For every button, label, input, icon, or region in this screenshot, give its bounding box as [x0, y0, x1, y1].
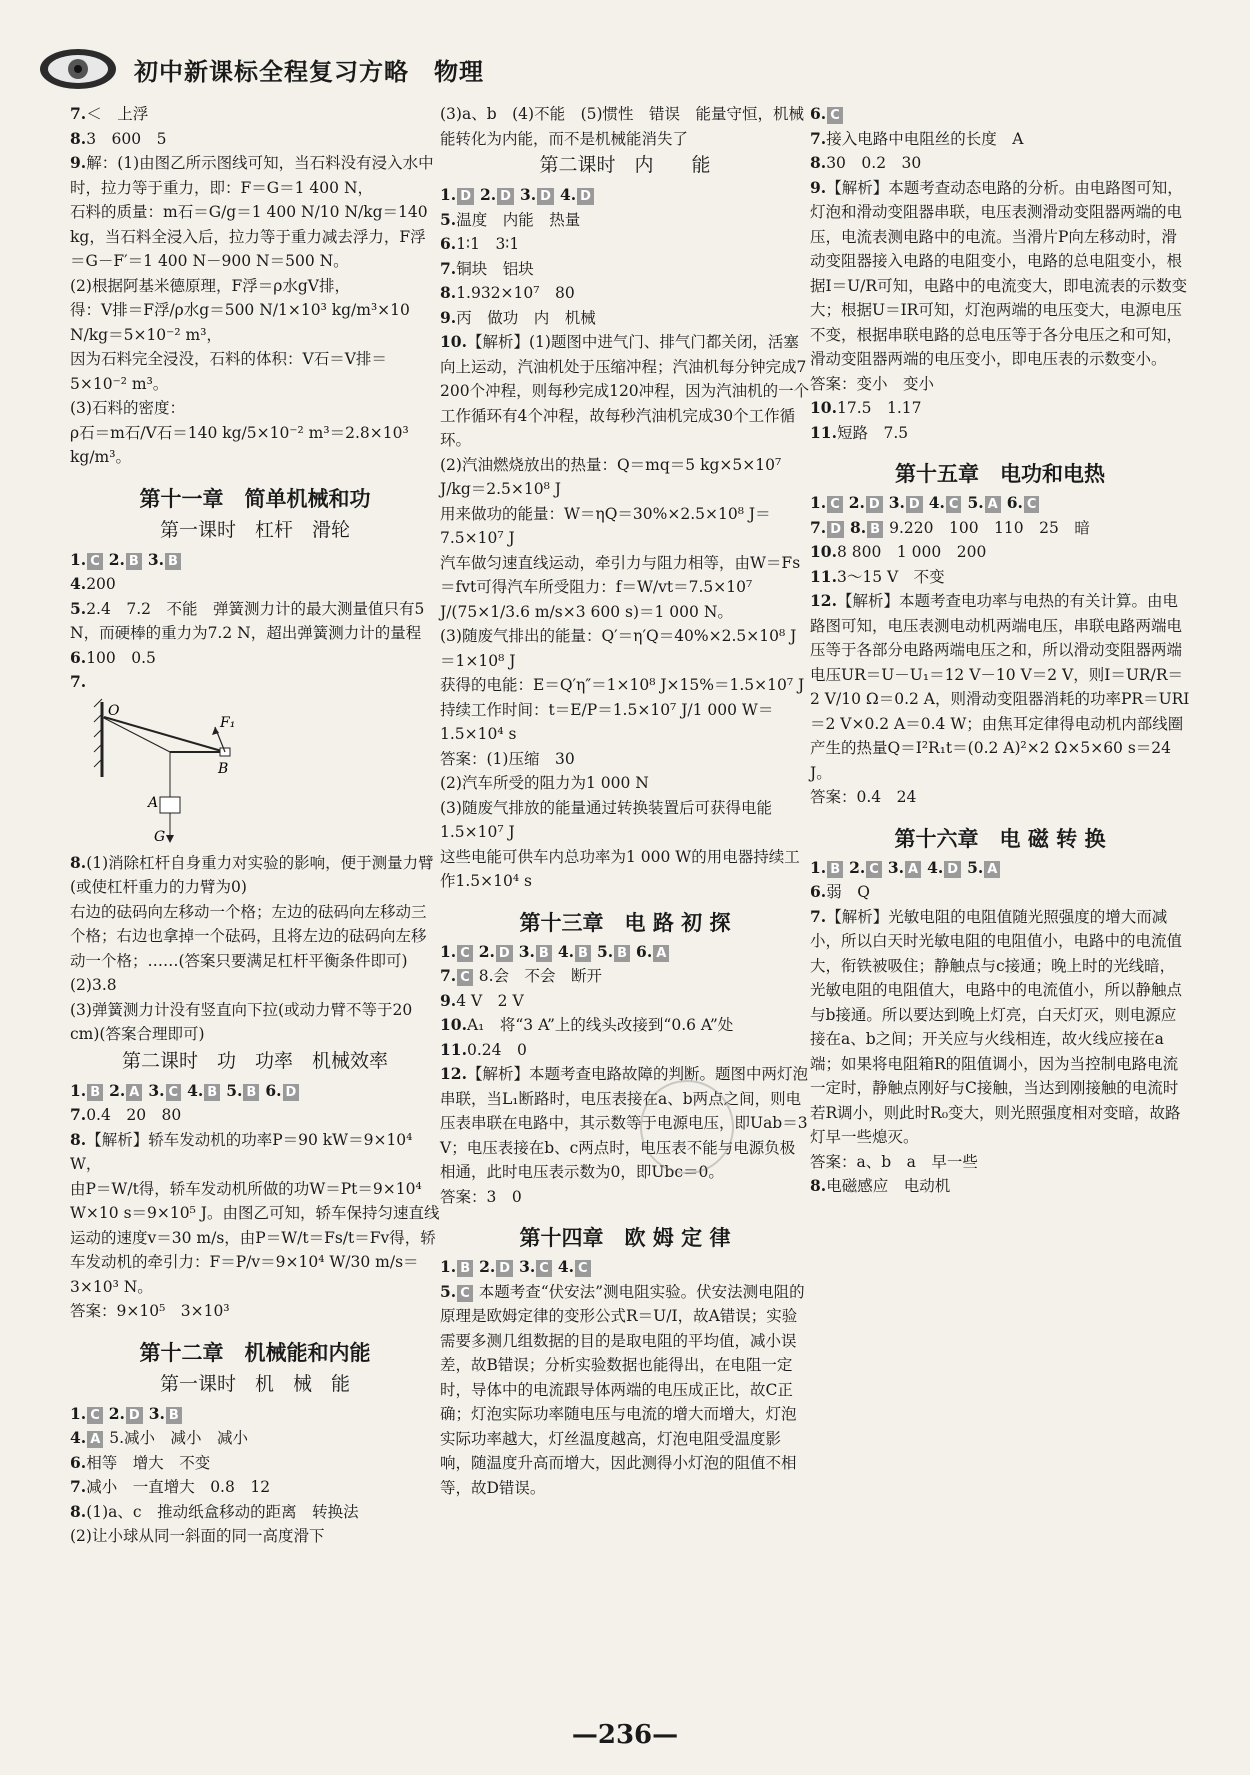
question-number: 7.: [70, 1477, 87, 1496]
answer-text: 200: [86, 575, 116, 593]
answer-text: 5.减小 减小 减小: [109, 1429, 249, 1447]
answer-text: (3)随废气排放的能量通过转换装置后可获得电能1.5×10⁷ J: [440, 798, 772, 841]
question-number: 4.: [557, 1257, 575, 1276]
lesson-heading: 第二课时 功 功率 机械效率: [121, 1049, 388, 1072]
choice-badge: D: [496, 1260, 513, 1277]
question-number: 1.: [810, 857, 827, 877]
choice-badge: D: [577, 188, 594, 205]
answer-text: 答案：3 0: [440, 1187, 522, 1206]
answer-line: [70, 851, 440, 900]
page-number: —236—: [571, 1720, 679, 1750]
answer-text: 8 800 1 000 200: [836, 543, 987, 561]
choice-badge: B: [614, 945, 630, 962]
answer-text: 铜块 铝块: [456, 259, 534, 278]
choice-badge: D: [866, 496, 883, 513]
answer-text: 1.932×10⁷ 80: [456, 284, 575, 302]
choice-badge: D: [906, 496, 923, 513]
answer-text: 【解析】本题考查动态电路的分析。由电路图可知，灯泡和滑动变阻器串联，电压表测滑动变阻器两端的电压，电流表测电路中的电流。当滑片P向左移动时，滑动变阻器接入电路的电阻变小，电路的总电阻变小，根据I＝U/R可知，电路中的电流变大，即电流表的示数变大；根据U＝IR可知，灯泡两端的电压变大，电源电压不变，根据串联电路的总电压等于各分电压之和可知，滑动变阻器两端的电压变小，即电压表的示数变小。: [810, 178, 1188, 368]
answer-line: [810, 905, 1190, 1150]
book-title: 初中新课标全程复习方略 物理: [134, 57, 484, 86]
lever-diagram: [90, 697, 260, 847]
question-number: 8.: [70, 852, 87, 872]
question-number: 3.: [887, 857, 905, 877]
answer-text: 解：(1)由图乙所示图线可知，当石料没有浸入水中时，拉力等于重力，即：F＝G＝1 400 N，: [70, 154, 434, 197]
answer-line: [810, 127, 1190, 152]
choice-badge: B: [87, 1084, 103, 1101]
question-number: 11.: [440, 1039, 467, 1059]
answer-text: 接入电路中电阻丝的长度 A: [826, 129, 1024, 148]
answer-text: 由P＝W/t得，轿车发动机所做的功W＝Pt＝9×10⁴ W×10 s＝9×10⁵ J。由图乙可知，轿车保持匀速直线运动的速度v＝30 m/s，由P＝W/t＝Fs/t＝Fv得，轿车发动机的牵引力：F＝P/v＝9×10⁴ W/30 m/s＝3×10³ N。: [70, 1179, 440, 1296]
answer-text: (3)随废气排出的能量：Q′＝η′Q＝40%×2.5×10⁸ J＝1×10⁸ J: [440, 627, 797, 670]
answer-text: 用来做功的能量：W＝ηQ＝30%×2.5×10⁸ J＝7.5×10⁷ J: [440, 504, 771, 547]
choice-badge: B: [536, 945, 552, 962]
answer-line: [810, 372, 1190, 397]
choice-badge: D: [126, 1407, 143, 1424]
question-number: 4.: [557, 941, 575, 961]
question-number: 7.: [810, 906, 827, 926]
answer-line: [70, 973, 440, 998]
answer-line: [440, 747, 810, 772]
question-number: 6.: [70, 1452, 87, 1472]
answer-text: 石料的质量：m石＝G/g＝1 400 N/10 N/kg＝140 kg，当石料全浸入后，拉力等于重力减去浮力，F浮＝G－F′＝1 400 N－900 N＝500 N。: [70, 203, 428, 270]
answer-line: [440, 306, 810, 331]
question-number: 8.: [70, 1129, 87, 1149]
answer-line: [70, 998, 440, 1047]
choice-badge: C: [536, 1260, 552, 1277]
answer-text: 17.5 1.17: [836, 399, 922, 417]
choice-answers: [440, 1255, 810, 1280]
lesson-heading: 第二课时 内 能: [539, 154, 711, 176]
question-number: 3.: [147, 549, 165, 569]
answer-text: 1∶1 3∶1: [456, 235, 520, 253]
question-number: 8.: [70, 128, 87, 148]
choice-badge: D: [283, 1084, 300, 1101]
answer-text: 因为石料完全浸没，石料的体积：V石＝V排＝5×10⁻² m³。: [70, 350, 387, 393]
question-number: 5.: [440, 209, 457, 229]
answer-text: (3)弹簧测力计没有竖直向下拉(或动力臂不等于20 cm)(答案合理即可): [70, 1000, 413, 1043]
question-number: 10.: [440, 1015, 467, 1034]
question-number: 2.: [109, 1080, 126, 1100]
answer-text: (2)根据阿基米德原理，F浮＝ρ水gV排，: [70, 276, 350, 295]
choice-badge: B: [457, 1260, 473, 1277]
answer-text: 持续工作时间：t＝E/P＝1.5×10⁷ J/1 000 W＝1.5×10⁴ s: [440, 700, 774, 743]
answer-line: [440, 624, 810, 673]
answer-text: ρ石＝m石/V石＝140 kg/5×10⁻² m³＝2.8×10³ kg/m³。: [70, 423, 409, 466]
answer-line: [440, 453, 810, 502]
answer-line: [70, 572, 440, 597]
choice-answers: [70, 1402, 440, 1427]
lesson-heading: 第一课时 机 械 能: [159, 1372, 350, 1395]
question-number: 4.: [928, 493, 945, 512]
answer-line: [70, 1451, 440, 1476]
answer-line: [440, 551, 810, 625]
choice-badge: C: [457, 1285, 473, 1302]
answer-line: [810, 421, 1190, 446]
question-number: 7.: [70, 672, 87, 691]
answer-line: [810, 880, 1190, 905]
answer-text: (1)消除杠杆自身重力对实验的影响，便于测量力臂(或使杠杆重力的力臂为0): [70, 853, 434, 896]
answer-text: 这些电能可供车内总功率为1 000 W的用电器持续工作1.5×10⁴ s: [440, 847, 800, 890]
watermark-stamp: [640, 1080, 734, 1174]
answer-line: [70, 1299, 440, 1324]
answer-line: [70, 347, 440, 396]
answer-line: [70, 900, 440, 974]
answer-text: ＜ 上浮: [86, 105, 149, 123]
answer-line: [70, 1177, 440, 1300]
choice-badge: C: [575, 1260, 591, 1277]
answer-text: (3)a、b (4)不能 (5)惯性 错误 能量守恒，机械能转化为内能，而不是机械能消失了: [440, 105, 805, 148]
question-number: 6.: [810, 104, 827, 123]
question-number: 7.: [440, 966, 457, 985]
answer-line: [440, 964, 810, 989]
answer-text: 汽车做匀速直线运动，牵引力与阻力相等，由W＝Fs＝fvt可得汽车所受阻力：f＝W/vt＝7.5×10⁷ J/(75×1/3.6 m/s×3 600 s)＝1 000 N。: [440, 553, 801, 621]
choice-answers: [810, 516, 1190, 541]
answer-line: [810, 151, 1190, 176]
answer-line: [70, 102, 440, 127]
choice-badge: D: [944, 861, 961, 878]
answer-text: 30 0.2 30: [826, 154, 922, 172]
answer-line: [440, 102, 810, 151]
answer-line: [810, 540, 1190, 565]
question-number: 2.: [478, 941, 495, 961]
question-number: 3.: [888, 493, 905, 512]
choice-answers: [440, 940, 810, 965]
diagram-label: G: [154, 828, 166, 845]
choice-badge: C: [1024, 496, 1040, 513]
question-number: 6.: [440, 234, 457, 253]
diagram-label: B: [218, 760, 229, 777]
question-number: 7.: [440, 258, 457, 278]
answer-line: [70, 1524, 440, 1549]
answer-line: [440, 1185, 810, 1210]
answer-line: [70, 200, 440, 274]
answer-line: [70, 127, 440, 152]
choice-badge: C: [87, 1407, 103, 1424]
answer-line: [810, 589, 1190, 785]
choice-answers: [440, 183, 810, 208]
answer-line: [440, 771, 810, 796]
answer-line: [440, 502, 810, 551]
question-number: 1.: [70, 549, 87, 569]
answer-text: 右边的砝码向左移动一个格；左边的砝码向左移动三个格；右边也拿掉一个砝码，且将左边的砝码向左移动一个格；……(答案只要满足杠杆平衡条件即可): [70, 902, 427, 970]
question-number: 8.: [810, 153, 827, 172]
answer-text: 答案：9×10⁵ 3×10³: [70, 1302, 230, 1320]
question-number: 1.: [70, 1080, 87, 1100]
answer-line: [440, 232, 810, 257]
column-right: [810, 102, 1190, 1199]
question-number: 5.: [967, 493, 984, 512]
question-number: 1.: [440, 1257, 457, 1276]
choice-badge: B: [867, 521, 883, 538]
question-number: 1.: [440, 941, 457, 961]
question-number: 10.: [440, 332, 467, 351]
answer-text: 短路 7.5: [836, 423, 909, 442]
answer-text: 3 600 5: [86, 129, 167, 148]
question-number: 4.: [559, 185, 577, 204]
question-number: 5.: [967, 857, 984, 877]
answer-line: [440, 257, 810, 282]
answer-text: 3～15 V 不变: [836, 567, 945, 586]
question-number: 4.: [187, 1080, 204, 1100]
answer-text: (2)汽油燃烧放出的热量：Q＝mq＝5 kg×5×10⁷ J/kg＝2.5×10⁸ J: [440, 455, 782, 498]
answer-text: 答案：a、b a 早一些: [810, 1152, 978, 1171]
choice-badge: B: [827, 861, 843, 878]
question-number: 6.: [70, 647, 87, 667]
question-number: 11.: [810, 422, 837, 442]
question-number: 6.: [1006, 493, 1023, 512]
choice-badge: A: [985, 496, 1001, 513]
column-middle: [440, 102, 810, 1500]
question-number: 4.: [927, 857, 944, 877]
answer-line: [70, 1475, 440, 1500]
answer-line: [70, 1500, 440, 1525]
answer-line: [440, 698, 810, 747]
lever-diagram-row: [70, 670, 440, 847]
answer-text: 丙 做功 内 机械: [456, 308, 596, 327]
choice-badge: C: [946, 496, 962, 513]
answer-text: 减小 一直增大 0.8 12: [86, 1478, 271, 1496]
question-number: 9.: [810, 177, 827, 197]
eye-logo-icon: [38, 46, 118, 92]
answer-text: 100 0.5: [86, 648, 156, 667]
choice-badge: B: [126, 553, 142, 570]
answer-text: 答案：0.4 24: [810, 788, 917, 806]
choice-badge: C: [166, 1084, 182, 1101]
answer-text: 本题考查“伏安法”测电阻实验。伏安法测电阻的原理是欧姆定律的变形公式R＝U/I，故A错误；实验需要多测几组数据的目的是取电阻的平均值，减小误差，故B错误；分析实验数据也能得出，在电阻一定时，导体中的电流跟导体两端的电压成正比，故C正确；灯泡实际功率随电压与电流的增大而增大，灯泡实际功率越大，灯丝温度越高，灯泡电阻受温度影响，随温度升高而增大，因此测得小灯泡的阻值不相等，故D错误。: [440, 1282, 805, 1497]
choice-badge: D: [497, 188, 514, 205]
question-number: 10.: [810, 398, 837, 417]
question-number: 3.: [518, 941, 535, 961]
answer-line: [810, 785, 1190, 810]
chapter-heading: 第十四章 欧 姆 定 律: [519, 1225, 731, 1250]
question-number: 4.: [70, 1428, 87, 1447]
choice-badge: C: [827, 107, 843, 124]
answer-text: 温度 内能 热量: [456, 210, 581, 229]
choice-badge: D: [537, 188, 554, 205]
answer-line: [70, 1103, 440, 1128]
answer-line: [440, 330, 810, 453]
answer-text: 【解析】本题考查电功率与电热的有关计算。由电路图可知，电压表测电动机两端电压，串联电路两端电压等于各部分电路两端电压之和，所以滑动变阻器两端电压UR＝U－U₁＝12 V－10 V＝2 V，则I＝UR/R＝2 V/10 Ω＝0.2 A，则滑动变阻器消耗的功率PR＝URI＝2 V×0.2 A＝0.4 W；由焦耳定律得电动机内部线圈产生的热量Q＝I²R₁t＝(0.2 A)²×2 Ω×5×60 s＝24 J。: [810, 592, 1190, 782]
answer-text: (3)石料的密度：: [70, 399, 185, 417]
answer-text: 相等 增大 不变: [86, 1453, 211, 1472]
answer-line: [440, 281, 810, 306]
answer-line: [810, 396, 1190, 421]
answer-line: [70, 274, 440, 299]
question-number: 11.: [810, 566, 837, 586]
question-number: 7.: [70, 1105, 87, 1124]
answer-text: (2)汽车所受的阻力为1 000 N: [440, 774, 649, 792]
question-number: 6.: [265, 1080, 282, 1100]
choice-badge: A: [905, 861, 921, 878]
question-number: 10.: [810, 542, 837, 561]
answer-line: [70, 597, 440, 646]
answer-text: (1)a、c 推动纸盒移动的距离 转换法: [86, 1502, 359, 1521]
diagram-label: O: [108, 702, 120, 719]
answer-line: [440, 796, 810, 845]
answer-text: (2)3.8: [70, 976, 117, 994]
question-number: 7.: [810, 128, 827, 148]
question-number: 9.: [440, 990, 457, 1010]
answer-text: 【解析】轿车发动机的功率P＝90 kW＝9×10⁴ W，: [70, 1130, 413, 1173]
question-number: 2.: [849, 857, 866, 877]
choice-answers: [70, 548, 440, 573]
answer-line: [810, 565, 1190, 590]
answer-text: 得：V排＝F浮/ρ水g＝500 N/1×10³ kg/m³×10 N/kg＝5×10⁻² m³，: [70, 301, 410, 344]
answer-text: 0.24 0: [466, 1040, 527, 1059]
question-number: 5.: [226, 1080, 243, 1100]
question-number: 12.: [810, 591, 837, 610]
choice-badge: C: [827, 496, 843, 513]
question-number: 2.: [479, 1257, 496, 1276]
answer-line: [440, 845, 810, 894]
choice-badge: A: [87, 1431, 103, 1448]
question-number: 1.: [70, 1403, 87, 1423]
answer-text: 8.会 不会 断开: [478, 967, 603, 985]
choice-badge: B: [243, 1084, 259, 1101]
answer-line: [70, 396, 440, 421]
question-number: 9.: [70, 153, 87, 172]
answer-line: [440, 673, 810, 698]
choice-answers: [810, 102, 1190, 127]
choice-answers: [810, 856, 1190, 881]
choice-badge: B: [204, 1084, 220, 1101]
answer-text: 【解析】本题考查电路故障的判断。题图中两灯泡串联，当L₁断路时，电压表接在a、b两点之间，则电压表串联在电路中，其示数等于电源电压，即Uab＝3 V；电压表接在b、c两点时，电压表不能与电源负极相通，此时电压表示数为0，即Ubc＝0。: [440, 1065, 808, 1181]
question-number: 2.: [848, 493, 865, 512]
question-number: 8.: [70, 1501, 87, 1521]
question-number: 1.: [440, 185, 457, 204]
choice-badge: D: [457, 188, 474, 205]
answer-line: [440, 1038, 810, 1063]
question-number: 2.: [108, 549, 125, 569]
question-number: 7.: [810, 517, 827, 537]
question-number: 8.: [440, 283, 457, 302]
diagram-label: F₁: [220, 714, 236, 731]
diagram-label: A: [148, 794, 159, 811]
question-number: 9.: [440, 307, 457, 327]
question-number: 5.: [70, 598, 87, 618]
choice-badge: B: [575, 945, 591, 962]
question-number: 12.: [440, 1064, 467, 1083]
answer-line: [70, 298, 440, 347]
question-number: 3.: [519, 185, 537, 204]
answer-text: 9.220 100 110 25 暗: [889, 518, 1090, 537]
answer-text: 获得的电能：E＝Q′η″＝1×10⁸ J×15%＝1.5×10⁷ J: [440, 676, 805, 694]
choice-badge: A: [126, 1084, 142, 1101]
choice-badge: C: [457, 969, 473, 986]
choice-badge: A: [984, 861, 1000, 878]
choice-badge: D: [496, 945, 513, 962]
choice-badge: C: [87, 553, 103, 570]
question-number: 3.: [148, 1403, 165, 1423]
question-number: 8.: [849, 517, 867, 537]
choice-badge: B: [165, 553, 181, 570]
answer-line: [70, 1128, 440, 1177]
answer-line: [440, 1280, 810, 1501]
answer-line: [440, 1013, 810, 1038]
question-number: 7.: [70, 104, 87, 123]
question-number: 6.: [636, 941, 653, 961]
choice-badge: B: [166, 1407, 182, 1424]
answer-line: [810, 1174, 1190, 1199]
chapter-heading: 第十六章 电 磁 转 换: [894, 825, 1106, 851]
question-number: 8.: [810, 1176, 827, 1195]
choice-badge: C: [457, 945, 473, 962]
choice-badge: D: [827, 521, 844, 538]
question-number: 6.: [810, 882, 827, 901]
answer-line: [810, 176, 1190, 372]
choice-answers: [810, 491, 1190, 516]
answer-text: (2)让小球从同一斜面的同一高度滑下: [70, 1527, 325, 1545]
answer-text: 答案：(1)压缩 30: [440, 749, 575, 768]
question-number: 1.: [810, 493, 827, 512]
answer-text: 答案：变小 变小: [810, 374, 935, 393]
answer-line: [810, 1150, 1190, 1175]
chapter-heading: 第十二章 机械能和内能: [139, 1339, 371, 1365]
choice-badge: C: [866, 861, 882, 878]
chapter-heading: 第十五章 电功和电热: [895, 461, 1105, 486]
chapter-heading: 第十一章 简单机械和功: [139, 485, 371, 511]
choice-answers: [70, 1079, 440, 1104]
answer-line: [70, 1426, 440, 1451]
answer-line: [70, 421, 440, 470]
answer-line: [440, 989, 810, 1014]
column-left: [70, 102, 440, 1549]
question-number: 3.: [519, 1257, 536, 1276]
answer-line: [440, 1062, 810, 1185]
answer-text: 【解析】(1)题图中进气门、排气门都关闭，活塞向上运动，汽油机处于压缩冲程；汽油机每分钟完成7 200个冲程，则每秒完成120冲程，因为汽油机的一个工作循环有4个冲程，故每秒汽油机完成30个工作循环。: [440, 333, 810, 449]
answer-line: [440, 208, 810, 233]
chapter-heading: 第十三章 电 路 初 探: [519, 909, 731, 935]
answer-text: 4 V 2 V: [456, 991, 524, 1010]
answer-line: [70, 646, 440, 671]
question-number: 2.: [108, 1403, 125, 1423]
question-number: 4.: [70, 574, 87, 593]
choice-badge: A: [653, 945, 669, 962]
question-number: 2.: [479, 185, 497, 204]
answer-text: A₁ 将“3 A”上的线头改接到“0.6 A”处: [466, 1016, 734, 1034]
lesson-heading: 第一课时 杠杆 滑轮: [159, 518, 350, 541]
answer-text: 电磁感应 电动机: [826, 1177, 951, 1195]
answer-line: [70, 151, 440, 200]
question-number: 3.: [148, 1080, 165, 1100]
page-header: [38, 38, 1218, 98]
question-number: 5.: [440, 1281, 457, 1301]
answer-text: 0.4 20 80: [86, 1106, 182, 1124]
question-number: 5.: [596, 941, 614, 961]
answer-text: 弱 Q: [826, 883, 870, 901]
answer-text: 2.4 7.2 不能 弹簧测力计的最大测量值只有5 N，而硬棒的重力为7.2 N，超出弹簧测力计的量程: [70, 599, 425, 642]
answer-text: 【解析】光敏电阻的电阻值随光照强度的增大而减小，所以白天时光敏电阻的电阻值小，电路中的电流值大，衔铁被吸住；静触点与c接通；晚上时的光线暗，光敏电阻的电阻值大，电路中的电流值小，所以静触点与b接通。所以要达到晚上灯亮，白天灯灭，则电源应接在a、b之间；开关应与火线相连，故火线应接在a端；如果将电阻箱R的阻值调小，因为当控制电路电流一定时，静触点刚好与C接触，当达到刚接触的电流时若R调小，则此时R₀变大，则光照强度相对变暗，故路灯早一些熄灭。: [810, 907, 1183, 1146]
